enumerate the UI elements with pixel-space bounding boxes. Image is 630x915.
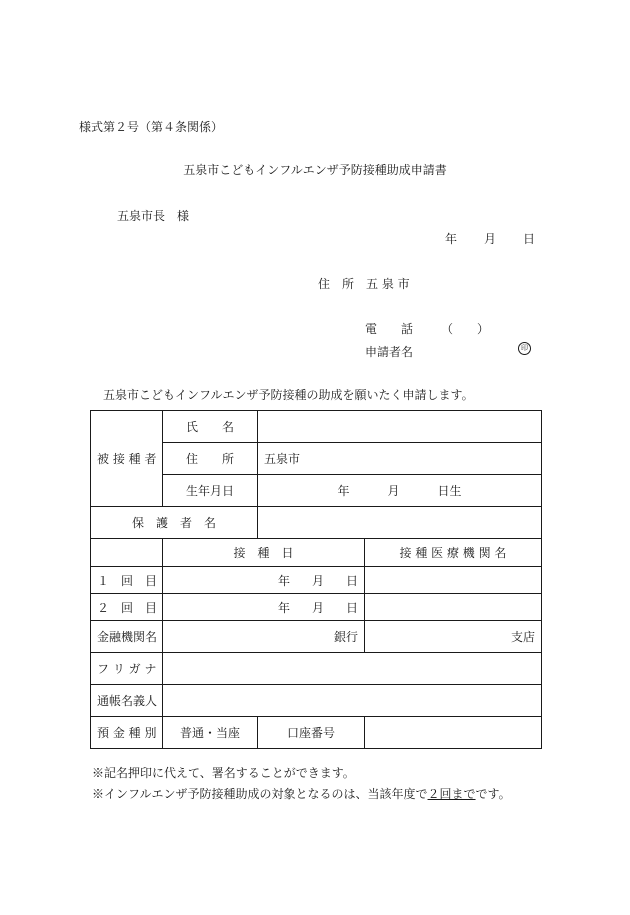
phone-parentheses: （ ） [441,322,490,336]
dose-2-label: ２ 回 目 [91,594,163,621]
note-limit-prefix: ※インフルエンザ予防接種助成の対象となるのは、当該年度で [92,787,428,801]
dose-1-date-field[interactable] [163,567,365,594]
branch-suffix: 支店 [510,630,535,644]
applicant-phone [365,320,489,337]
document-title: 五泉市こどもインフルエンザ予防接種助成申請書 [183,163,447,177]
dose-2-month: 月 [311,600,324,615]
blank-header-cell [91,539,163,567]
dose-1-day: 日 [345,573,358,588]
dose-2-year: 年 [277,600,290,615]
birth-date-label: 生年月日 [163,475,258,507]
furigana-field[interactable] [163,653,542,685]
bank-name-label: 金融機関名 [91,621,163,653]
account-type-option[interactable]: 普通・当座 [163,717,258,749]
birth-date-field[interactable] [258,475,542,507]
phone-label: 電 話 [365,322,414,336]
applicant-name [365,343,413,360]
dose-1-label: １ 回 目 [91,567,163,594]
date-day: 日 [523,232,536,246]
guardian-name-label: 保 護 者 名 [91,507,258,539]
application-date [445,230,535,247]
vaccinee-address-value: 五泉市 [264,452,301,466]
account-type-label: 預 金 種 別 [91,717,163,749]
address-value: 五 泉 市 [366,277,410,291]
vaccinee-name-field[interactable] [258,411,542,443]
birth-year: 年 [337,484,350,498]
note-limit [92,785,511,802]
furigana-label: フ リ ガ ナ [91,653,163,685]
note-signature: ※記名押印に代えて、署名することができます。 [92,766,355,780]
birth-day: 日生 [437,484,462,498]
note-limit-suffix: です。 [475,787,511,801]
addressee: 五泉市長 様 [117,209,190,223]
vaccinee-label: 被 接 種 者 [91,411,163,507]
account-number-label: 口座番号 [258,717,365,749]
vaccinee-name-label: 氏 名 [163,411,258,443]
applicant-address [318,275,410,292]
applicant-name-label: 申請者名 [365,345,414,359]
branch-field[interactable] [365,621,542,653]
date-year: 年 [445,232,458,246]
date-month: 月 [484,232,497,246]
bank-name-field[interactable] [163,621,365,653]
account-holder-field[interactable] [163,685,542,717]
application-table [90,410,542,749]
guardian-name-field[interactable] [258,507,542,539]
address-label: 住 所 [318,277,355,291]
form-number: 様式第２号（第４条関係） [79,120,224,134]
account-holder-label: 通帳名義人 [91,685,163,717]
dose-1-year: 年 [277,573,290,588]
note-limit-emphasis: ２回まで [427,787,476,801]
vaccinee-address-field[interactable] [258,443,542,475]
birth-month: 月 [387,484,400,498]
bank-suffix: 銀行 [333,630,358,644]
dose-2-institution-field[interactable] [365,594,542,621]
vaccination-date-header: 接 種 日 [163,539,365,567]
dose-2-day: 日 [345,600,358,615]
institution-header: 接 種 医 療 機 関 名 [365,539,542,567]
vaccinee-address-label: 住 所 [163,443,258,475]
account-number-field[interactable] [365,717,542,749]
request-statement: 五泉市こどもインフルエンザ予防接種の助成を願いたく申請します。 [103,388,474,402]
seal-mark: 印 [518,342,531,355]
dose-1-institution-field[interactable] [365,567,542,594]
dose-1-month: 月 [311,573,324,588]
dose-2-date-field[interactable] [163,594,365,621]
